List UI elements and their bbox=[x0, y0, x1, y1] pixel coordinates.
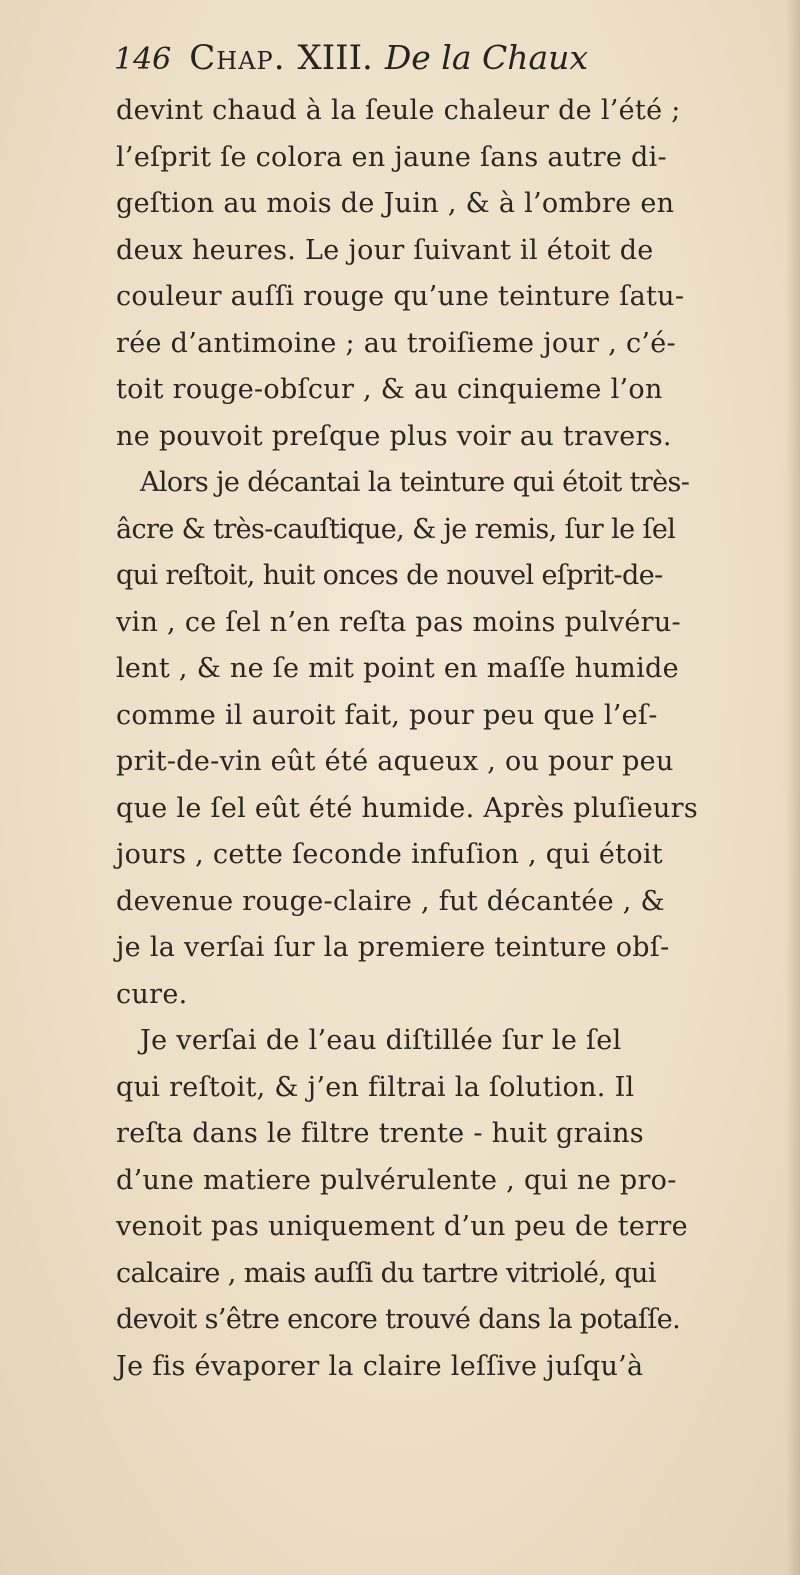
text-line: ne pouvoit preſque plus voir au travers. bbox=[116, 420, 672, 452]
paragraph-start-line: Je verſai de l’eau diſtillée ſur le ſel bbox=[140, 1025, 622, 1056]
paragraph-start-line: Alors je décantai la teinture qui étoit très- bbox=[140, 467, 690, 498]
text-line: l’eſprit ſe colora en jaune ſans autre di- bbox=[116, 141, 667, 173]
text-line: qui reſtoit, huit onces de nouvel eſprit-de- bbox=[116, 560, 663, 591]
text-line: prit-de-vin eût été aqueux , ou pour peu bbox=[116, 746, 674, 777]
text-line: comme il auroit fait, pour peu que l’eſ- bbox=[116, 699, 658, 731]
text-line: devint chaud à la ſeule chaleur de l’été ; bbox=[116, 95, 681, 126]
text-line: couleur auſſi rouge qu’une teinture ſatu- bbox=[116, 281, 685, 312]
text-line: venoit pas uniquement d’un peu de terre bbox=[116, 1211, 688, 1242]
chapter-title: De la Chaux bbox=[384, 38, 589, 77]
text-line: Je fis évaporer la claire leſſive juſqu’à bbox=[116, 1350, 644, 1382]
text-line: âcre & très-cauſtique, & je remis, ſur le ſel bbox=[116, 513, 676, 545]
text-line: cure. bbox=[116, 978, 188, 1010]
text-line: toit rouge-obſcur , & au cinquieme l’on bbox=[116, 374, 663, 405]
text-line: je la verſai ſur la premiere teinture obſ- bbox=[116, 932, 670, 963]
body-text bbox=[116, 88, 788, 1390]
text-line: geſtion au mois de Juin , & à l’ombre en bbox=[116, 188, 675, 219]
chapter-number: XIII. bbox=[297, 38, 373, 78]
text-line: vin , ce ſel n’en reſta pas moins pulvéru- bbox=[116, 606, 681, 638]
text-line: qui reſtoit, & j’en filtrai la ſolution. Il bbox=[116, 1071, 635, 1103]
text-line: reſta dans le filtre trente - huit grains bbox=[116, 1118, 644, 1149]
text-line: devoit s’être encore trouvé dans la potaſſe. bbox=[116, 1304, 681, 1335]
text-line: deux heures. Le jour ſuivant il étoit de bbox=[116, 234, 654, 266]
text-line: d’une matiere pulvérulente , qui ne pro- bbox=[116, 1164, 677, 1196]
text-line: que le ſel eût été humide. Après pluſieurs bbox=[116, 792, 699, 824]
chapter-label: Chap. bbox=[189, 38, 286, 78]
text-line: lent , & ne ſe mit point en maſſe humide bbox=[116, 653, 679, 684]
text-line: devenue rouge-claire , fut décantée , & bbox=[116, 885, 665, 917]
text-line: rée d’antimoine ; au troiſieme jour , c’é- bbox=[116, 327, 676, 359]
page-edge-shadow bbox=[786, 0, 800, 1575]
text-line: calcaire , mais auſſi du tartre vitriolé, qui bbox=[116, 1257, 656, 1289]
page-number: 146 bbox=[114, 42, 172, 77]
text-line: jours , cette ſeconde infuſion , qui étoit bbox=[116, 839, 663, 870]
